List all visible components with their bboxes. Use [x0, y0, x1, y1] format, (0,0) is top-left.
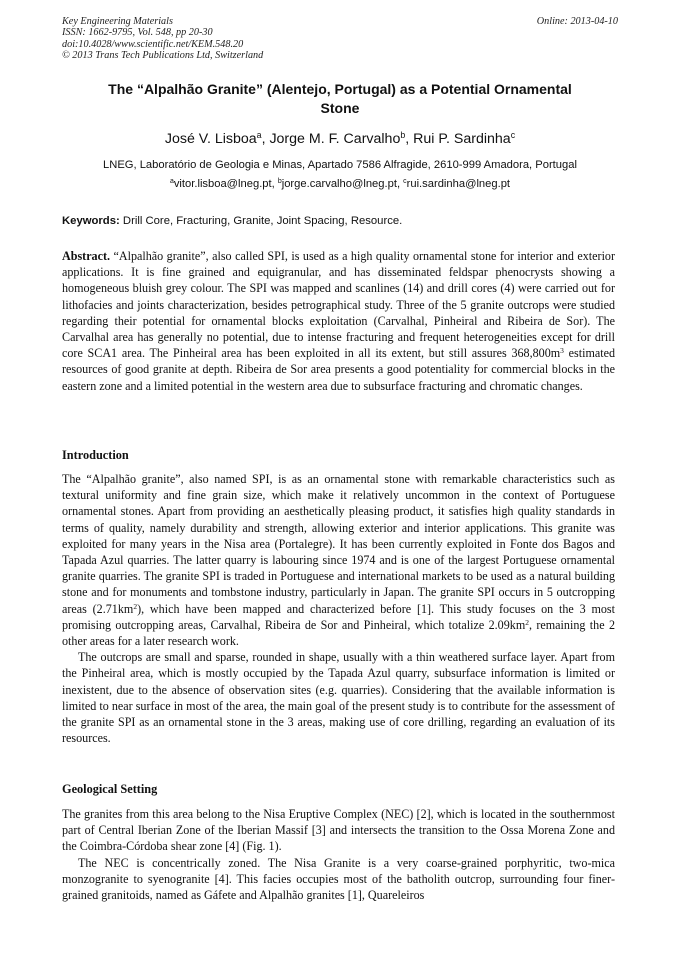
- introduction-heading: Introduction: [62, 448, 129, 462]
- affiliation: LNEG, Laboratório de Geologia e Minas, Apartado 7586 Alfragide, 2610-999 Amadora, Portugal: [103, 159, 577, 171]
- doi-line: doi:10.4028/www.scientific.net/KEM.548.20: [62, 38, 244, 50]
- intro-text: , remaining the 2 other areas for a later research work.: [62, 617, 615, 649]
- email-mark: c: [403, 178, 407, 186]
- author-name: Rui P. Sardinha: [413, 131, 511, 147]
- geological-setting-section: [62, 806, 615, 903]
- abstract-text: estimated resources of good granite at depth. Ribeira de Sor area presents a good potentiality for commercial blocks in the eastern zone and a limited potential in the western area due to subsurface fracturing and chromatic changes.: [62, 346, 615, 393]
- intro-superscript: 2: [525, 617, 529, 627]
- author-separator: ,: [405, 131, 414, 147]
- intro-paragraph-1: [62, 471, 615, 649]
- author-mark: a: [256, 130, 262, 141]
- intro-paragraph-2: The outcrops are small and sparse, rounded in shape, usually with a thin weathered surface layer. Apart from the Pinheiral area, which is mostly occupied by the Tapada Azul quarry, subsurface information is limited or inexistent, due to the absence of observation sites (e.g. quarries). Considering that the available information is limited to near surface in most of the area, the main goal of the present study is to contribute for the assessment of the granite SPI as an ornamental stone in the 3 areas, making use of core drilling, regarding an evaluation of its resources.: [62, 650, 615, 746]
- author-list: [62, 130, 618, 148]
- copyright-line: © 2013 Trans Tech Publications Ltd, Switzerland: [62, 50, 264, 62]
- introduction-section: [62, 471, 615, 746]
- author-mark: b: [400, 130, 406, 141]
- keywords-line: [62, 214, 618, 229]
- title-line-1: The “Alpalhão Granite” (Alentejo, Portugal) as a Potential Ornamental: [108, 81, 572, 97]
- email-mark: b: [277, 178, 282, 186]
- geological-setting-heading: Geological Setting: [62, 782, 158, 796]
- email-separator: ,: [271, 178, 278, 190]
- title-line-2: Stone: [320, 100, 360, 116]
- geo-paragraph-2: The NEC is concentrically zoned. The Nisa Granite is a very coarse-grained porphyritic, two-mica monzogranite to syenogranite [4]. This facies occupies most of the batholith outcrop, surrounding four finer-grained granitoids, named as Gáfete and Alpalhão granites [1], Quareleiros: [62, 855, 615, 903]
- author-name: José V. Lisboa: [164, 131, 257, 147]
- journal-header: [62, 16, 618, 62]
- geo-paragraph-1: The granites from this area belong to the Nisa Eruptive Complex (NEC) [2], which is located in the southernmost part of Central Iberian Zone of the Iberian Massif [3] and intersects the transition to the Ossa Morena Zone and the Coimbra-Córdoba shear zone [4] (Fig. 1).: [62, 807, 615, 854]
- email-address[interactable]: jorge.carvalho@lneg.pt: [281, 178, 397, 190]
- keywords-label: Keywords:: [62, 215, 120, 227]
- author-mark: c: [510, 130, 516, 141]
- email-separator: ,: [396, 178, 404, 190]
- email-address[interactable]: vitor.lisboa@lneg.pt: [173, 178, 272, 190]
- intro-text: The “Alpalhão granite”, also named SPI, is as an ornamental stone with remarkable characteristics such as textural uniformity and fine grain size, which make it relatively uncommon in the context of Portuguese ornamental stones. Apart from providing an aesthetically pleasing product, it satisfies high quality standards in terms of quality, namely durability and strength, allowing exterior and interior applications. This granite was exploited for many years in the Nisa area (Portalegre). It has been currently exploited in Fonte dos Bagos and Tapada Azul quarries. The latter quarry is labouring since 1974 and is one of the largest Portuguese ornamental granite quarries. The granite SPI is traded in Portuguese and international markets to be used as a natural building stone and for monuments and tombstone industry, particularly in Japan. The granite SPI occurs in 5 outcropping areas (2.71km: [62, 472, 615, 616]
- abstract-section: [62, 248, 615, 394]
- email-list: [62, 177, 618, 192]
- paper-title: [62, 80, 618, 118]
- abstract-text: “Alpalhão granite”, also called SPI, is used as a high quality ornamental stone for interior and exterior applications. It is fine grained and equigranular, and has disseminated feldspar phenocrysts showing a homogeneous bluish grey colour. The SPI was mapped and scanlines (14) and drill cores (4) were carried out for lithofacies and joints characterization, besides petrographical study. Three of the 5 granite outcrops were studied regarding their potential for ornamental blocks exploitation (Carvalhal, Pinheiral and Ribeira de Sor). The Carvalhal area has generally no potential, due to intense fracturing and frequent heterogeneities except for drill core SCA1 area. The Pinheiral area has been exploited in all its extent, but still assures 368,800m: [62, 249, 615, 361]
- email-address[interactable]: rui.sardinha@lneg.pt: [406, 178, 511, 190]
- issn-line: ISSN: 1662-9795, Vol. 548, pp 20-30: [62, 27, 213, 39]
- email-mark: a: [169, 178, 174, 186]
- author-separator: ,: [261, 131, 270, 147]
- author-name: Jorge M. F. Carvalho: [269, 131, 401, 147]
- online-date: Online: 2013-04-10: [536, 16, 618, 27]
- journal-name: Key Engineering Materials: [62, 16, 173, 27]
- keywords-text: Drill Core, Fracturing, Granite, Joint Spacing, Resource.: [122, 215, 403, 227]
- intro-superscript: 2: [133, 601, 138, 611]
- abstract-label: Abstract.: [62, 249, 111, 263]
- intro-text: ), which have been mapped and characterized before [1]. This study focuses on the 3 most promising outcropping areas, Carvalhal, Ribeira de Sor and Pinheiral, which totalize 2.09km: [62, 601, 615, 632]
- abstract-superscript: 3: [560, 346, 564, 356]
- abstract-paragraph: [62, 248, 615, 394]
